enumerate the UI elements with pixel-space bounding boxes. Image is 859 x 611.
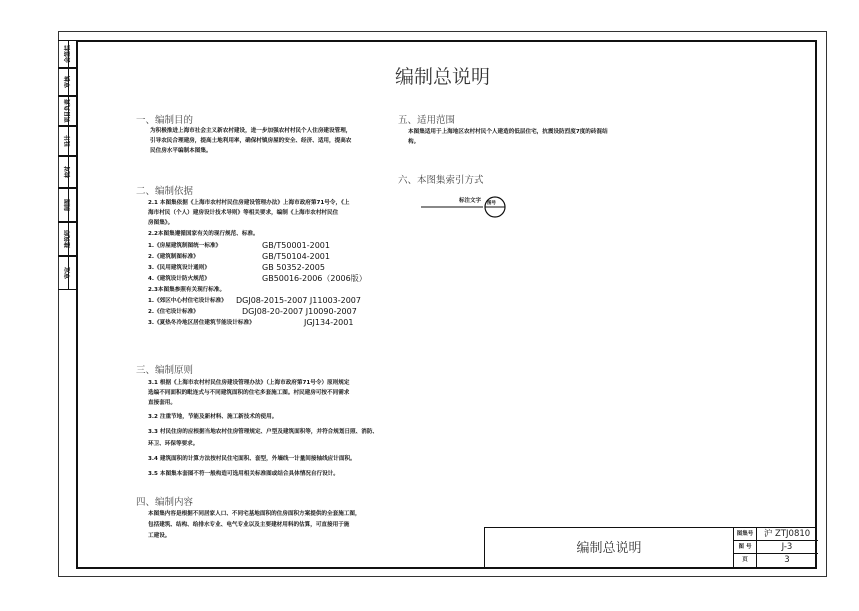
title-block: [484, 527, 817, 569]
section-heading: 三、编制原则: [136, 365, 194, 376]
standard-code: GB/T50104-2001: [262, 252, 330, 261]
title-block-row: [734, 554, 818, 567]
title-block-grid: [733, 528, 818, 569]
section-heading: 一、编制目的: [136, 115, 194, 126]
section-heading: 六、本图集索引方式: [398, 175, 484, 186]
standard-name: 1.《房屋建筑制图统一标准》: [148, 243, 222, 249]
standard-code: GB/T50001-2001: [262, 241, 330, 250]
body-line: 3.5 本图集本套图不符一般构造可选用相关标准图或结合具体情况自行设计。: [148, 471, 339, 477]
standard-code: GB50016-2006（2006版）: [262, 274, 367, 283]
body-line: 3.4 建筑面积的计算方法按村民住宅面积、套型，外墙线一计量间接轴线应计面积。: [148, 456, 356, 462]
row-key: 图集号: [734, 528, 757, 541]
side-cell: [58, 256, 76, 290]
body-line: 3.3 村民住房的应根据当地农村住房管理规定、户型及建筑面积等，并符合规划日照、消防、: [148, 429, 379, 435]
page-title: 编制总说明: [394, 66, 490, 88]
standard-name: 3.《民用建筑设计通则》: [148, 265, 210, 271]
row-key: 图 号: [734, 541, 757, 554]
index-label: 标注文字: [459, 198, 482, 204]
side-cell: [58, 222, 76, 256]
side-label: 设计: [64, 134, 72, 148]
side-label: 项目负责: [64, 98, 72, 124]
side-cell: [58, 96, 76, 126]
standard-name: 2.《住宅设计标准》: [148, 309, 199, 315]
row-value: 3: [784, 555, 790, 565]
body-line: 民住房水平编制本图集。: [150, 148, 212, 154]
side-label: 建筑师: [64, 229, 72, 249]
body-line: 环卫、环保等要求。: [148, 441, 199, 447]
body-line: 直接套用。: [148, 400, 176, 406]
section-heading: 二、编制依据: [136, 186, 194, 197]
side-cell: [58, 126, 76, 156]
body-line: 2.2本图集遵循国家有关的现行规范、标准。: [148, 231, 259, 237]
body-line: 海市村民（个人）建房设计技术导则》等相关要求，编制《上海市农村村民住: [148, 210, 339, 216]
body-line: 2.3本图集参照有关现行标准。: [148, 287, 226, 293]
standard-name: 2.《建筑制图标准》: [148, 254, 199, 260]
side-label: 校对: [64, 165, 72, 179]
side-label: 制图: [64, 198, 72, 212]
row-value: J-3: [781, 542, 793, 552]
body-line: 选编不同面积的毗连式与不同建筑面积的住宅多套施工图。村民建房可按不同需求: [148, 390, 350, 396]
body-line: 工建设。: [148, 533, 171, 539]
body-line: 本图集适用于上海地区农村村民个人建造的低层住宅，抗震设防烈度7度的砖混结: [408, 129, 608, 135]
title-block-row: [734, 528, 818, 541]
standard-name: 3.《夏热冬冷地区居住建筑节能设计标准》: [148, 320, 255, 326]
title-block-row: [734, 541, 818, 554]
section-heading: 五、适用范围: [398, 115, 456, 126]
body-line: 3.1 根据《上海市农村村民住房建设管理办法》（上海市政府第71号令）原则规定: [148, 380, 350, 386]
standard-code: GB 50352-2005: [262, 263, 325, 272]
standard-code: JGJ134-2001: [304, 318, 354, 327]
title-block-name: 编制总说明: [576, 541, 642, 556]
standard-code: DGJ08-2015-2007 J11003-2007: [236, 296, 361, 305]
body-line: 包括建筑、结构、给排水专业、电气专业以及主要建材用料的估算，可直接用于施: [148, 522, 350, 528]
row-value: 沪 ZTJ0810: [763, 529, 811, 539]
standard-name: 1.《郊区中心村住宅设计标准》: [148, 298, 227, 304]
row-key: 页: [734, 554, 757, 567]
body-line: 3.2 注重节地，节能及新材料、施工新技术的使用。: [148, 414, 278, 420]
side-cell: [58, 156, 76, 188]
body-line: 为积极推进上海市社会主义新农村建设，进一步加强农村村民个人住房建设管理，: [150, 128, 352, 134]
side-label: 审定: [64, 266, 72, 280]
body-line: 本图集内容是根据不同居家人口、不同宅基地面积的住房面积方案提供的全套施工图，: [148, 511, 361, 517]
side-label: 会签栏: [64, 44, 72, 64]
side-cell: [58, 188, 76, 222]
index-symbol: [421, 194, 511, 224]
side-label: 审核: [64, 75, 72, 89]
standard-code: DGJ08-20-2007 J10090-2007: [242, 307, 357, 316]
body-line: 2.1 本图集依据《上海市农村村民住房建设管理办法》上海市政府第71号令，《上: [148, 200, 350, 206]
page-title-wrap: [0, 62, 859, 89]
standard-name: 4.《建筑设计防火规范》: [148, 276, 210, 282]
body-line: 引导农民合理建房，提高土地利用率，确保村镇房屋的安全、经济、适用，提高农: [150, 138, 352, 144]
section-heading: 四、编制内容: [136, 497, 194, 508]
body-line: 房图集》。: [148, 220, 174, 226]
body-line: 构。: [408, 139, 420, 145]
index-glyph: 图号: [487, 201, 496, 206]
